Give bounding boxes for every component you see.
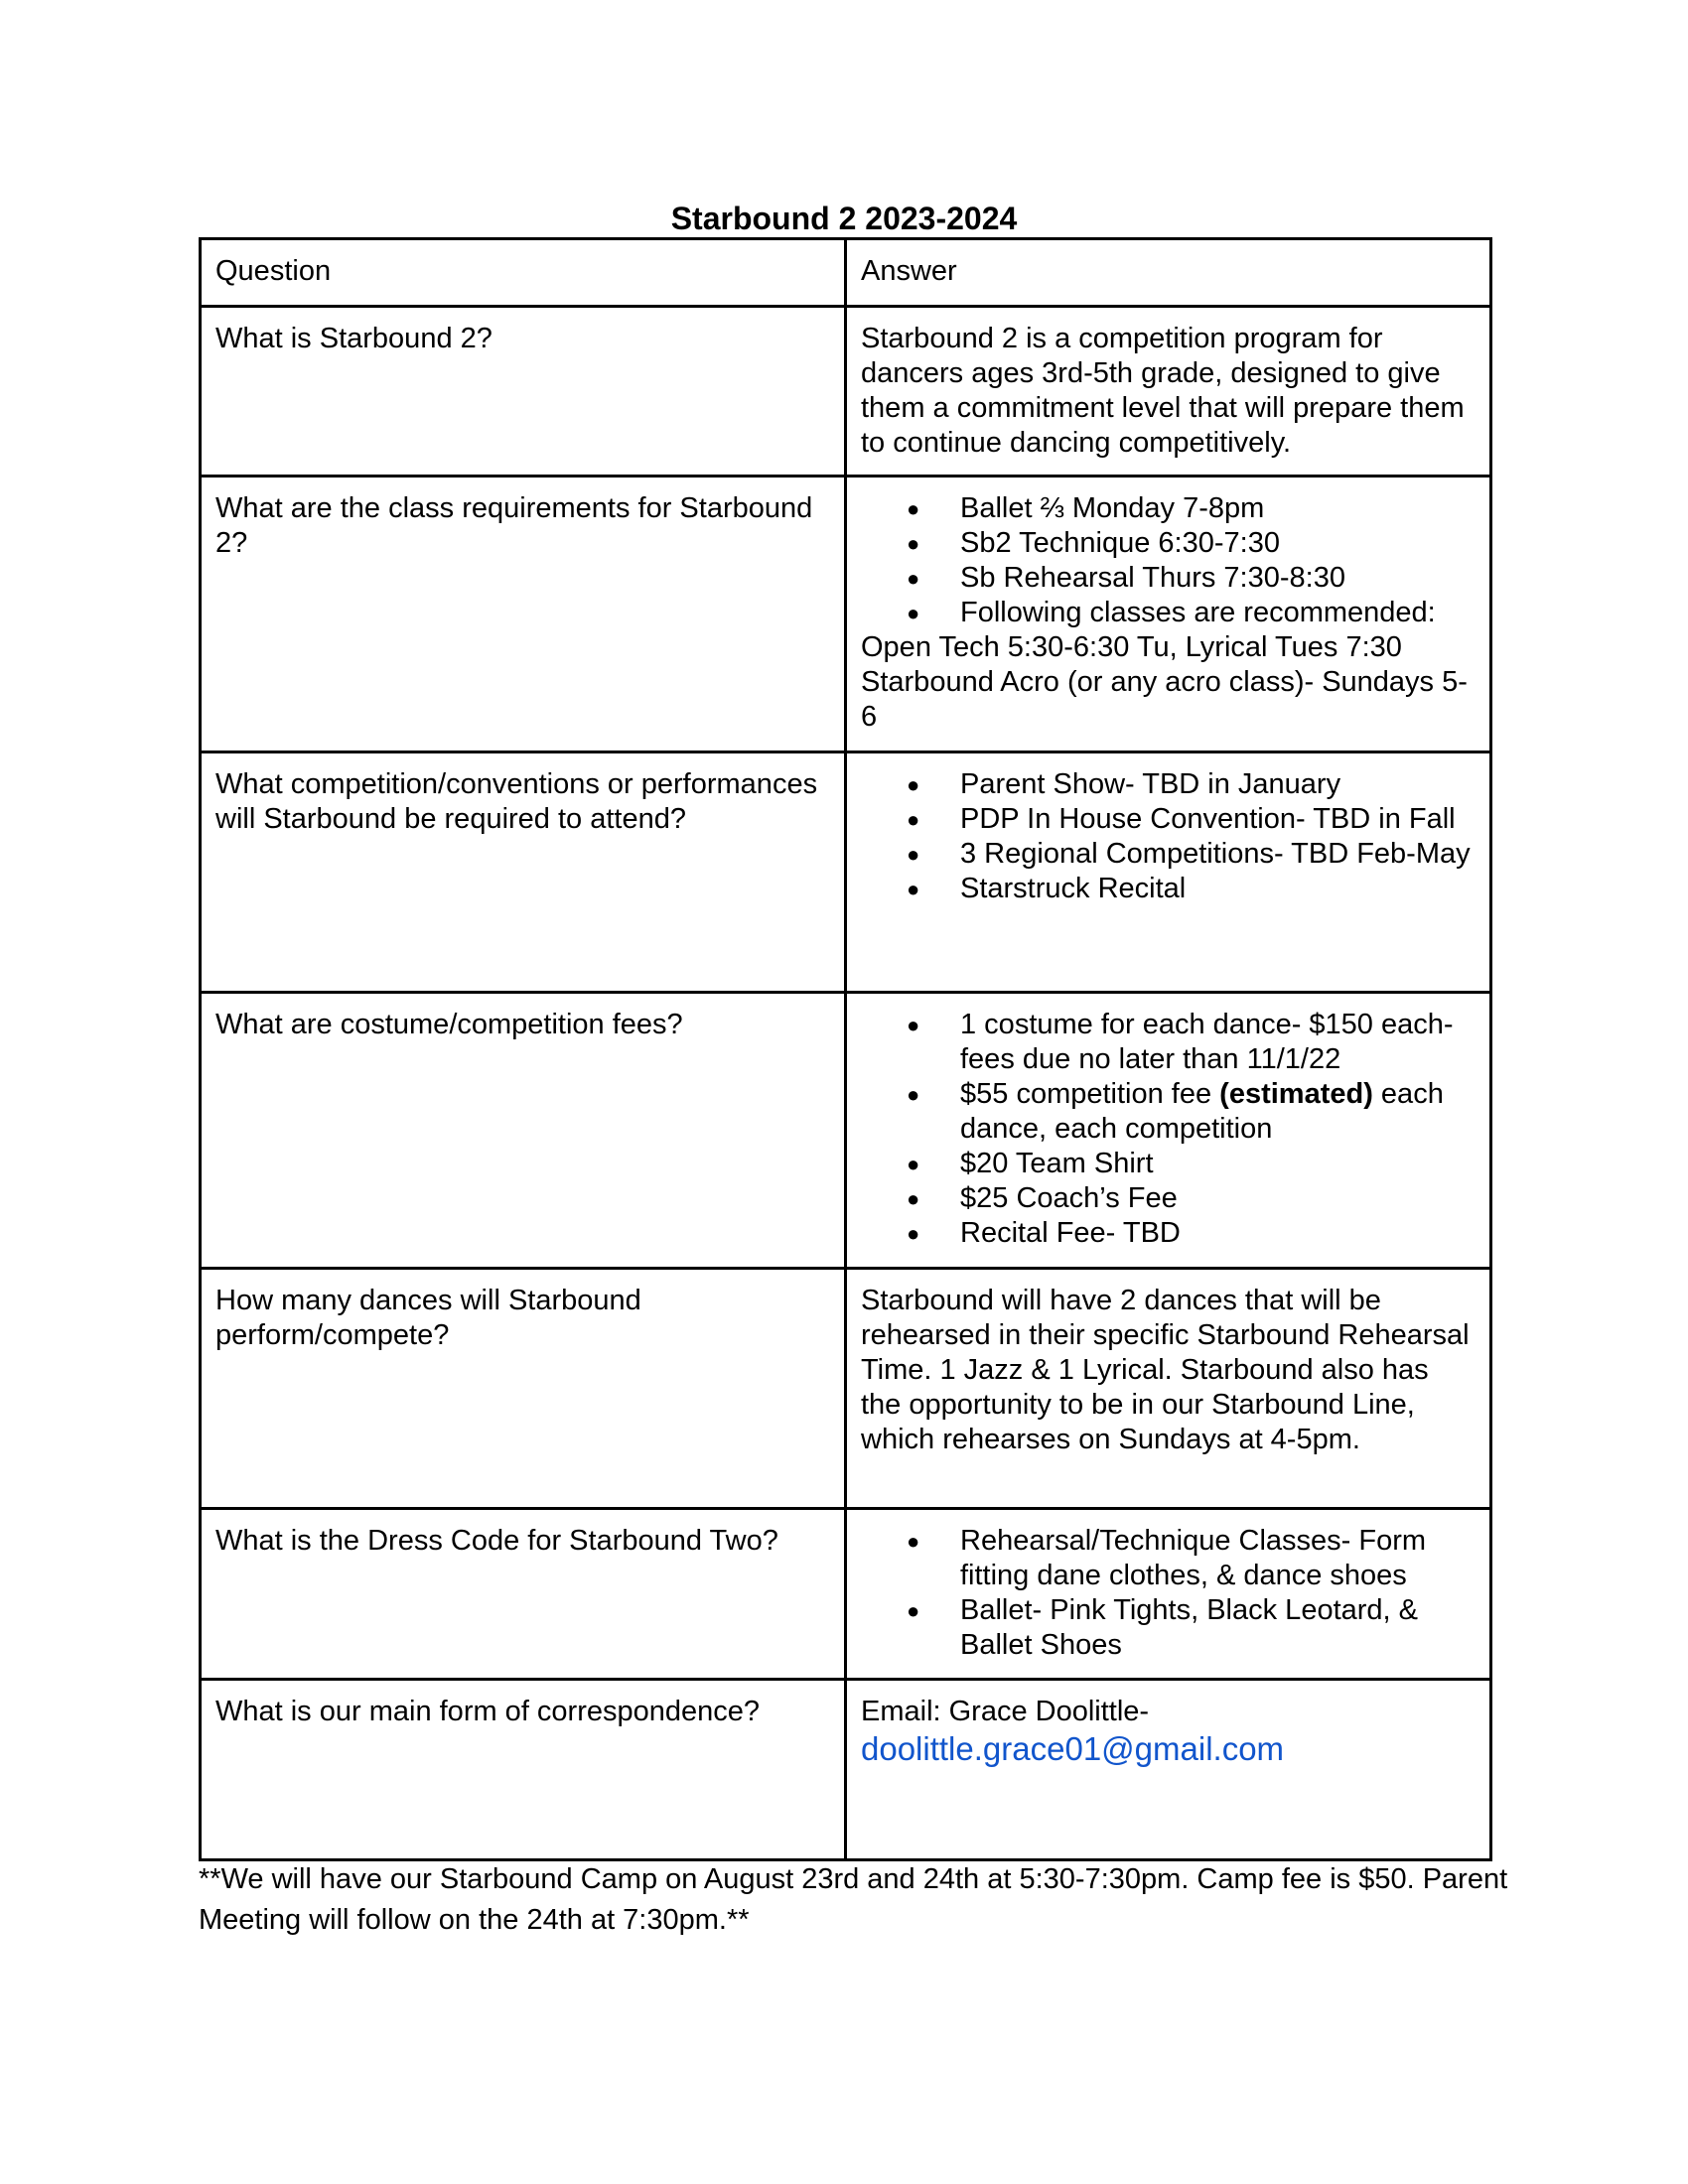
faq-table [199,237,1492,1861]
answer-cell [846,1509,1491,1680]
question-cell: What is Starbound 2? [201,307,846,477]
bullet-list [861,1008,1476,1251]
table-header-row [201,239,1491,307]
question-cell: What are the class requirements for Starbound 2? [201,477,846,752]
list-item: ● Ballet ⅔ Monday 7-8pm [960,491,1476,526]
fee-text: $55 competition fee [960,1078,1220,1110]
table-row [201,752,1491,993]
email-link[interactable]: doolittle.grace01@gmail.com [861,1730,1285,1767]
page-title: Starbound 2 2023-2024 [670,201,1018,236]
header-question: Question [201,239,846,307]
list-item: ● $25 Coach’s Fee [960,1181,1476,1216]
footer-note: **We will have our Starbound Camp on August 23rd and 24th at 5:30-7:30pm. Camp fee is $50. Parent Meeting will follow on the 24th at 7:30pm.** [199,1863,1508,1936]
recommended-intro: ● Following classes are recommended: [861,596,1476,630]
table-row [201,1509,1491,1680]
question-cell: What are costume/competition fees? [201,993,846,1269]
fee-estimated: (estimated) [1219,1078,1373,1110]
question-cell: What is our main form of correspondence? [201,1680,846,1860]
table-row [201,477,1491,752]
table-row [201,1269,1491,1509]
list-item: ● Ballet- Pink Tights, Black Leotard, & Ballet Shoes [960,1593,1476,1663]
table-row [201,307,1491,477]
list-item: ● 1 costume for each dance- $150 each- fees due no later than 11/1/22 [960,1008,1476,1077]
list-item: ● Rehearsal/Technique Classes- Form fitting dane clothes, & dance shoes [960,1524,1476,1593]
recommended-classes: Open Tech 5:30-6:30 Tu, Lyrical Tues 7:30 Starbound Acro (or any acro class)- Sundays 5-6 [861,631,1468,733]
bullet-list [861,1524,1476,1663]
fee-text: each dance, each competition [960,1078,1444,1145]
list-item: ● Recital Fee- TBD [960,1216,1476,1251]
list-item: ● Sb2 Technique 6:30-7:30 [960,526,1476,561]
list-item: ● Sb Rehearsal Thurs 7:30-8:30 [960,561,1476,596]
list-item: ● Starstruck Recital [960,872,1476,906]
question-cell: How many dances will Starbound perform/compete? [201,1269,846,1509]
list-item: ● $20 Team Shirt [960,1147,1476,1181]
answer-cell [846,477,1491,752]
list-item: ● Parent Show- TBD in January [960,767,1476,802]
bullet-list [861,491,1476,596]
list-item: ● PDP In House Convention- TBD in Fall [960,802,1476,837]
question-cell: What is the Dress Code for Starbound Two? [201,1509,846,1680]
answer-cell [846,993,1491,1269]
table-row [201,1680,1491,1860]
answer-cell: Starbound 2 is a competition program for dancers ages 3rd-5th grade, designed to give them a commitment level that will prepare them to continue dancing competitively. [846,307,1491,477]
answer-cell: Starbound will have 2 dances that will be rehearsed in their specific Starbound Rehearsal Time. 1 Jazz & 1 Lyrical. Starbound also has the opportunity to be in our Starbound Line, which rehearses on Sundays at 4-5pm. [846,1269,1491,1509]
table-row [201,993,1491,1269]
answer-cell [846,752,1491,993]
header-answer: Answer [846,239,1491,307]
email-label: Email: Grace Doolittle- [861,1696,1150,1727]
question-cell: What competition/conventions or performances will Starbound be required to attend? [201,752,846,993]
answer-cell [846,1680,1491,1860]
list-item [960,1077,1476,1147]
list-item: ● 3 Regional Competitions- TBD Feb-May [960,837,1476,872]
bullet-list [861,767,1476,906]
